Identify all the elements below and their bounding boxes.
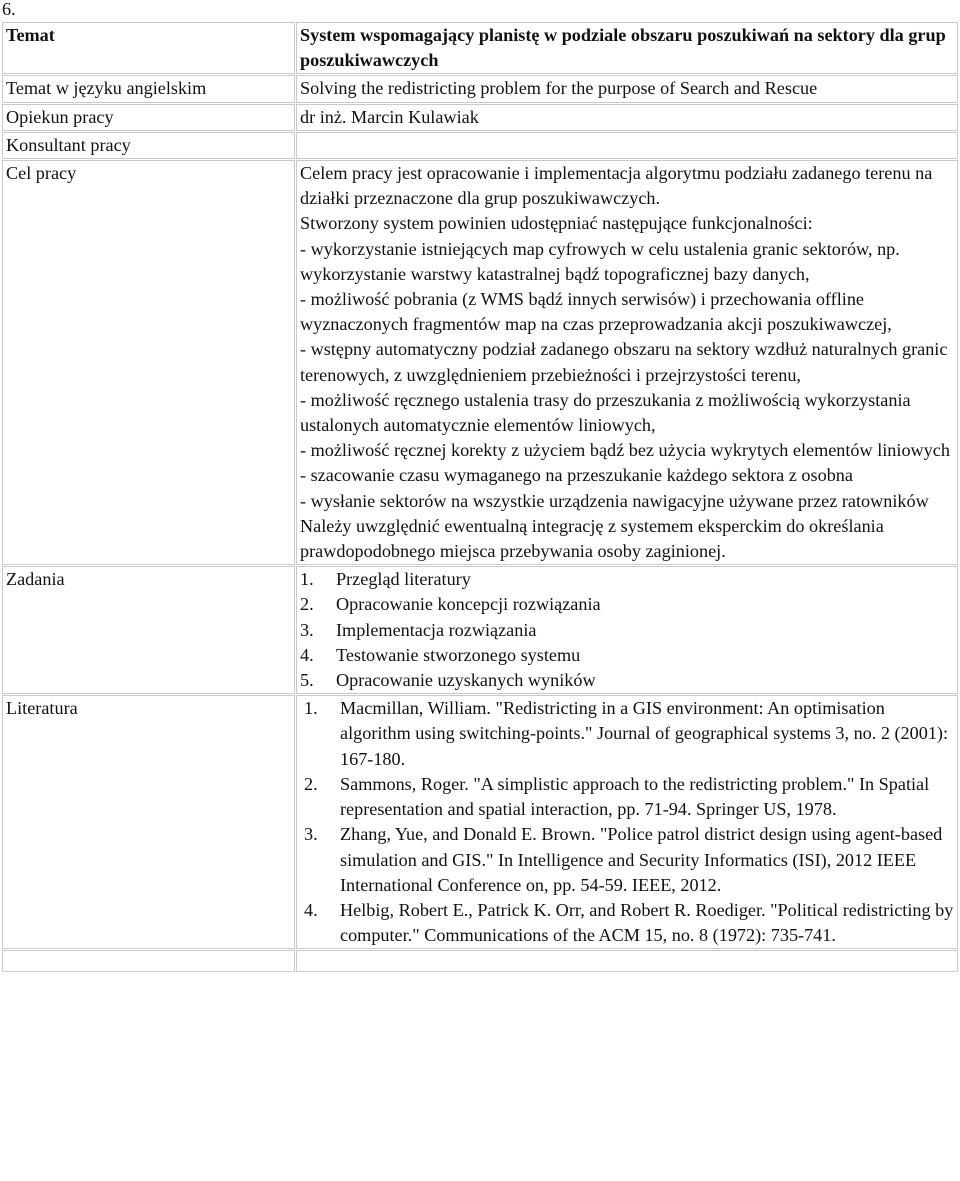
row-empty [2, 950, 958, 972]
row-temat-en [2, 75, 958, 102]
task-list [300, 567, 954, 693]
reference-item [300, 696, 954, 772]
reference-text: Macmillan, William. "Redistricting in a GIS environment: An optimisation algorithm using switching-points." Journal of geographical systems 3, no. 2 (2001): 167-180. [340, 698, 949, 769]
label-opiekun: Opiekun pracy [2, 104, 295, 131]
task-number: 3. [300, 619, 314, 640]
reference-item [300, 772, 954, 822]
value-konsultant [296, 132, 958, 159]
label-cel: Cel pracy [2, 160, 295, 565]
reference-number: 1. [304, 698, 318, 719]
row-cel [2, 160, 958, 565]
task-text: Przegląd literatury [336, 569, 471, 590]
value-zadania [296, 566, 958, 694]
task-item [300, 668, 954, 693]
reference-item [300, 898, 954, 948]
label-zadania: Zadania [2, 566, 295, 694]
row-zadania [2, 566, 958, 694]
value-temat: System wspomagający planistę w podziale obszaru poszukiwań na sektory dla grup poszukiwawczych [296, 22, 958, 74]
cel-paragraph: - wstępny automatyczny podział zadanego obszaru na sektory wzdłuż naturalnych granic terenowych, z uwzględnieniem przebieżności i przejrzystości terenu, [300, 339, 948, 385]
row-literatura [2, 695, 958, 949]
value-literatura [296, 695, 958, 949]
reference-item [300, 822, 954, 898]
task-item [300, 618, 954, 643]
task-text: Testowanie stworzonego systemu [336, 644, 581, 665]
row-opiekun [2, 104, 958, 131]
cel-paragraph: Należy uwzględnić ewentualną integrację z systemem eksperckim do określania prawdopodobnego miejsca przebywania osoby zaginionej. [300, 515, 884, 562]
cel-paragraph: - możliwość pobrania (z WMS bądź innych serwisów) i przechowania offline wyznaczonych fragmentów map na czas przeprowadzania akcji poszukiwawczej, [300, 289, 892, 335]
reference-text: Helbig, Robert E., Patrick K. Orr, and Robert R. Roediger. "Political redistricting by computer." Communications of the ACM 15, no. 8 (1972): 735-741. [340, 899, 954, 946]
task-item [300, 643, 954, 668]
value-opiekun: dr inż. Marcin Kulawiak [296, 104, 958, 131]
task-number: 5. [300, 670, 314, 691]
label-temat-en: Temat w języku angielskim [2, 75, 295, 102]
label-konsultant: Konsultant pracy [2, 132, 295, 159]
empty-value-cell [296, 950, 958, 972]
task-text: Opracowanie koncepcji rozwiązania [336, 594, 601, 615]
cel-paragraph: Stworzony system powinien udostępniać następujące funkcjonalności: [300, 213, 813, 234]
cel-paragraph: - możliwość ręcznego ustalenia trasy do przeszukania z możliwością wykorzystania ustalonych automatycznie elementów liniowych, [300, 389, 911, 436]
section-number: 6. [2, 0, 16, 19]
task-text: Implementacja rozwiązania [336, 619, 537, 640]
cel-paragraph: Celem pracy jest opracowanie i implementacja algorytmu podziału zadanego terenu na działki przeznaczone dla grup poszukiwawczych. [300, 163, 933, 209]
thesis-form-table [1, 21, 959, 973]
reference-text: Sammons, Roger. "A simplistic approach to the redistricting problem." In Spatial representation and spatial interaction, pp. 71-94. Springer US, 1978. [340, 773, 930, 820]
cel-paragraph: - wykorzystanie istniejących map cyfrowych w celu ustalenia granic sektorów, np. wykorzystanie warstwy katastralnej bądź topograficznej bazy danych, [300, 238, 900, 284]
task-number: 4. [300, 644, 314, 665]
value-temat-en: Solving the redistricting problem for the purpose of Search and Rescue [296, 75, 958, 102]
task-item [300, 592, 954, 617]
row-temat [2, 22, 958, 74]
empty-label-cell [2, 950, 295, 972]
task-item [300, 567, 954, 592]
cel-paragraph: - szacowanie czasu wymaganego na przeszukanie każdego sektora z osobna [300, 465, 853, 486]
value-cel [296, 160, 958, 565]
label-temat: Temat [2, 22, 295, 74]
cel-paragraph: - możliwość ręcznej korekty z użyciem bądź bez użycia wykrytych elementów liniowych [300, 440, 950, 461]
reference-number: 4. [304, 899, 318, 920]
label-literatura: Literatura [2, 695, 295, 949]
reference-text: Zhang, Yue, and Donald E. Brown. "Police patrol district design using agent-based simulation and GIS." In Intelligence and Security Informatics (ISI), 2012 IEEE International Conference on, pp. 54-59. IEEE, 2012. [340, 824, 943, 895]
cel-paragraph: - wysłanie sektorów na wszystkie urządzenia nawigacyjne używane przez ratowników [300, 490, 929, 511]
reference-number: 3. [304, 824, 318, 845]
task-number: 1. [300, 569, 314, 590]
reference-list [300, 696, 954, 948]
row-konsultant [2, 132, 958, 159]
reference-number: 2. [304, 773, 318, 794]
task-number: 2. [300, 594, 314, 615]
task-text: Opracowanie uzyskanych wyników [336, 670, 596, 691]
